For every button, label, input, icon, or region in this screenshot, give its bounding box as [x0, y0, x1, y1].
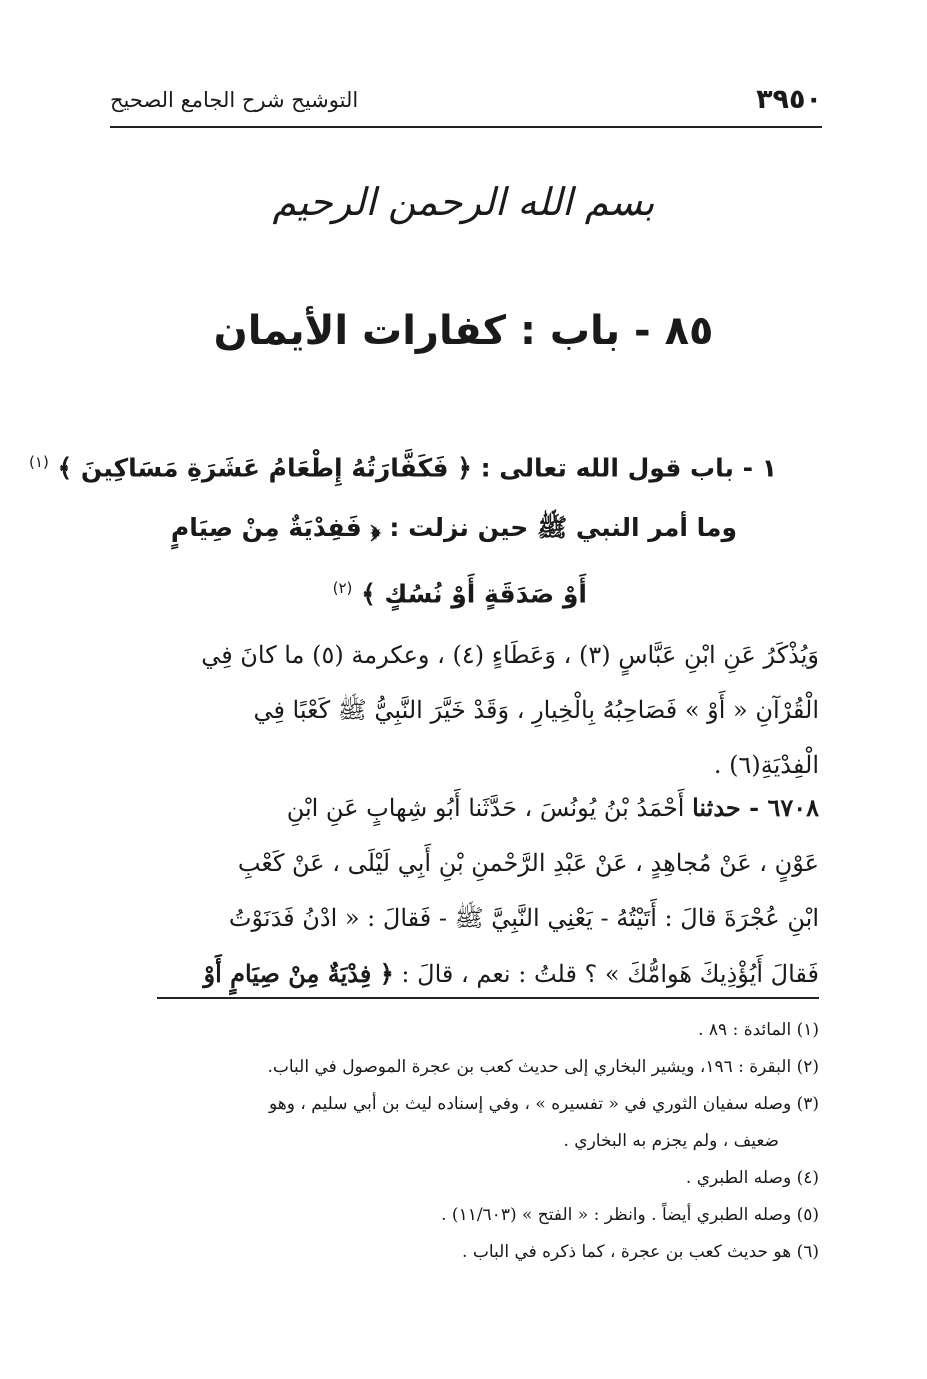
kitab-title: ٨٥ - باب : كفارات الأيمان	[213, 308, 714, 354]
footnote-5: (٥) وصله الطبري أيضاً . وانظر : « الفتح » (١١/٦٠٣) .	[441, 1205, 819, 1225]
chapter-heading-text: ١ - باب قول الله تعالى : ﴿ فَكَفَّارَتُهُ إِطْعَامُ عَشَرَةِ مَسَاكِينَ ﴾	[57, 453, 777, 483]
basmala: بسم الله الرحمن الرحيم	[272, 180, 655, 224]
footnote-1: (١) المائدة : ٨٩ .	[698, 1020, 819, 1040]
book-title: التوشيح شرح الجامع الصحيح	[110, 88, 359, 112]
footnote-ref: (٢)	[332, 579, 353, 598]
paragraph-line: عَوْنٍ ، عَنْ مُجاهِدٍ ، عَنْ عَبْدِ الرَّحْمنِ بْنِ أَبِي لَيْلَى ، عَنْ كَعْبِ	[237, 849, 819, 877]
page-number: ٣٩٥٠	[756, 84, 822, 115]
footnote-4: (٤) وصله الطبري .	[685, 1168, 819, 1188]
paragraph-text: أَحْمَدُ بْنُ يُونُسَ ، حَدَّثَنا أَبُو شِهابٍ عَنِ ابْنِ	[286, 794, 685, 822]
footnote-6: (٦) هو حديث كعب بن عجرة ، كما ذكره في الباب .	[462, 1242, 819, 1262]
footnotes	[107, 1012, 819, 1271]
footnote-3: (٣) وصله سفيان الثوري في « تفسيره » ، وفي إسناده ليث بن أبي سليم ، وهو	[268, 1094, 819, 1114]
paragraph-line	[107, 780, 819, 836]
paragraph-line: الْقُرْآنِ « أَوْ » فَصَاحِبُهُ بِالْخِيارِ ، وَقَدْ خَيَّرَ النَّبِيُّ ﷺ كَعْبًا فِي	[253, 696, 819, 724]
hadith-number: ٦٧٠٨ - حدثنا	[692, 793, 819, 822]
paragraph-line	[107, 946, 819, 1002]
quran-quote: ﴿ فِدْيَةٌ مِنْ صِيَامٍ أَوْ	[203, 959, 394, 988]
paragraph-hadith	[107, 780, 819, 1002]
chapter-heading	[29, 432, 777, 625]
paragraph-line: وَيُذْكَرُ عَنِ ابْنِ عَبَّاسٍ (٣) ، وَعَطَاءٍ (٤) ، وعكرمة (٥) ما كانَ فِي	[201, 641, 819, 669]
footnote-separator	[157, 997, 819, 999]
footnote-ref: (١)	[29, 453, 49, 471]
chapter-heading-line	[29, 432, 777, 498]
footnote-3-continued: ضعيف ، ولم يجزم به البخاري .	[563, 1131, 779, 1151]
paragraph-text: فَقالَ أَيُؤْذِيكَ هَوامُّكَ » ؟ قلتُ : نعم ، قالَ :	[401, 960, 819, 988]
chapter-heading-text: أَوْ صَدَقَةٍ أَوْ نُسُكٍ ﴾	[361, 579, 587, 609]
paragraph-line: ابْنِ عُجْرَةَ قالَ : أَتَيْتُهُ - يَعْنِي النَّبِيَّ ﷺ - فَقالَ : « ادْنُ فَدَنَوْتُ	[228, 904, 819, 932]
running-header	[110, 80, 822, 128]
chapter-heading-line	[117, 558, 777, 624]
paragraph-line: الْفِدْيَةِ(٦) .	[713, 751, 819, 779]
footnote-2: (٢) البقرة : ١٩٦، ويشير البخاري إلى حديث كعب بن عجرة الموصول في الباب.	[267, 1057, 819, 1077]
paragraph-muallaq	[107, 628, 819, 793]
chapter-heading-line: وما أمر النبي ﷺ حين نزلت : ﴿ فَفِدْيَةٌ مِنْ صِيَامٍ	[170, 513, 737, 543]
